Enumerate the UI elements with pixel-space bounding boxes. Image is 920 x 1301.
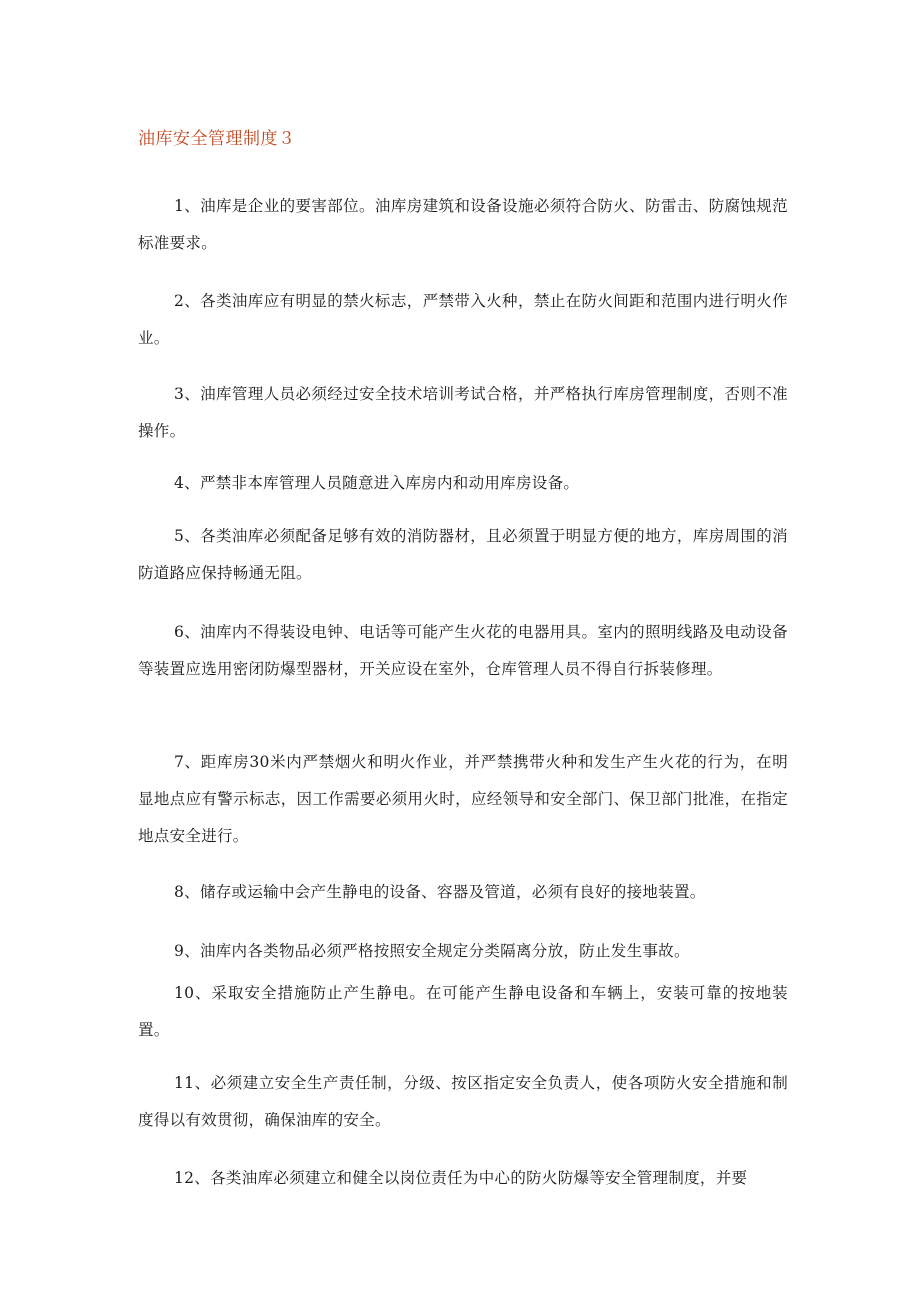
paragraph-11: 11、必须建立安全生产责任制，分级、按区指定安全负责人，使各项防火安全措施和制度得以有效贯彻，确保油库的安全。	[138, 1074, 788, 1129]
paragraph-9: 9、油库内各类物品必须严格按照安全规定分类隔离分放，防止发生事故。	[174, 942, 690, 960]
paragraph-3: 3、油库管理人员必须经过安全技术培训考试合格，并严格执行库房管理制度，否则不准操作。	[138, 385, 788, 440]
paragraph-8: 8、储存或运输中会产生静电的设备、容器及管道，必须有良好的接地装置。	[174, 883, 706, 901]
paragraph-10: 10、采取安全措施防止产生静电。在可能产生静电设备和车辆上，安装可靠的按地装置。	[138, 984, 788, 1039]
paragraph-1: 1、油库是企业的要害部位。油库房建筑和设备设施必须符合防火、防雷击、防腐蚀规范标准要求。	[138, 197, 788, 252]
paragraph-12: 12、各类油库必须建立和健全以岗位责任为中心的防火防爆等安全管理制度，并要	[174, 1169, 748, 1187]
document-title: 油库安全管理制度３	[138, 129, 296, 149]
paragraph-2: 2、各类油库应有明显的禁火标志，严禁带入火种，禁止在防火间距和范围内进行明火作业。	[138, 292, 788, 347]
paragraph-5: 5、各类油库必须配备足够有效的消防器材，且必须置于明显方便的地方，库房周围的消防道路应保持畅通无阻。	[138, 527, 788, 582]
paragraph-4: 4、严禁非本库管理人员随意进入库房内和动用库房设备。	[174, 474, 580, 492]
paragraph-7: 7、距库房30米内严禁烟火和明火作业，并严禁携带火种和发生产生火花的行为，在明显地点应有警示标志，因工作需要必须用火时，应经领导和安全部门、保卫部门批准，在指定地点安全进行。	[138, 753, 788, 845]
paragraph-6: 6、油库内不得装设电钟、电话等可能产生火花的电器用具。室内的照明线路及电动设备等装置应选用密闭防爆型器材，开关应设在室外，仓库管理人员不得自行拆装修理。	[138, 623, 788, 678]
